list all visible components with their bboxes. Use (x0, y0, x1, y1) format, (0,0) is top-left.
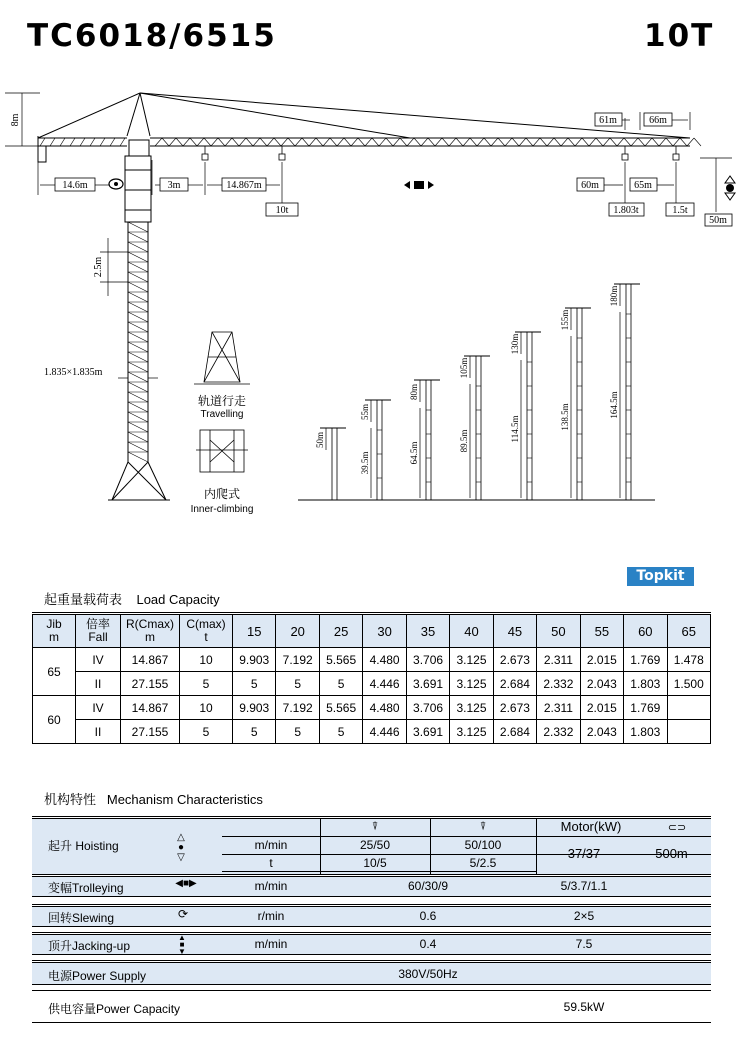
slewing-icon (109, 179, 123, 189)
r-cmax-cell: 27.155 (121, 720, 180, 744)
c-max-cell: 10 (180, 648, 233, 672)
load-value-cell (667, 696, 710, 720)
height-top-label: 80m (409, 383, 419, 401)
table-row (33, 648, 711, 672)
header-c-max: C(max) t (180, 615, 233, 648)
load-value-cell: 9.903 (233, 648, 276, 672)
dim-65m: 65m (634, 180, 652, 191)
header-radius: 55 (580, 615, 623, 648)
header-radius: 25 (319, 615, 362, 648)
trolley-icon: ◀■▶ (175, 878, 197, 889)
height-config (510, 332, 541, 500)
load-value-cell: 1.769 (624, 696, 667, 720)
power-supply-label: 电源Power Supply (48, 969, 147, 983)
load-value-cell: 1.803 (624, 720, 667, 744)
load-value-cell: 5 (319, 720, 362, 744)
jib-length: 60 (33, 696, 76, 744)
jib-length: 65 (33, 648, 76, 696)
load-value-cell: 2.332 (537, 720, 580, 744)
load-value-cell: 1.803 (624, 672, 667, 696)
height-under-label: 138.5m (560, 403, 570, 431)
header-r-cmax: R(Cmax) m (121, 615, 180, 648)
load-value-cell: 3.691 (406, 720, 449, 744)
load-value-cell: 5 (276, 672, 319, 696)
header-radius: 45 (493, 615, 536, 648)
header-radius: 65 (667, 615, 710, 648)
header-radius: 50 (537, 615, 580, 648)
model-title: TC6018/6515 (27, 18, 277, 54)
load-value-cell: 3.125 (450, 672, 493, 696)
hook-single-icon: ⍒ (371, 821, 379, 833)
header-radius: 20 (276, 615, 319, 648)
table-row (33, 720, 711, 744)
height-config (459, 356, 490, 500)
fall-cell: IV (76, 696, 121, 720)
header-radius: 30 (363, 615, 406, 648)
load-value-cell: 2.015 (580, 648, 623, 672)
height-under-label: 164.5m (609, 391, 619, 419)
load-value-cell: 5 (319, 672, 362, 696)
trolleying-label: 变幅Trolleying (48, 881, 124, 895)
load-value-cell: 3.125 (450, 720, 493, 744)
fall-cell: IV (76, 648, 121, 672)
slewing-rotate-icon: ⟳ (177, 907, 189, 921)
height-under-label: 64.5m (409, 441, 419, 465)
height-configurations (315, 284, 640, 500)
capacity-title: 10T (644, 18, 715, 54)
height-under-label: 39.5m (360, 451, 370, 475)
load-value-cell: 5.565 (319, 648, 362, 672)
c-max-cell: 5 (180, 720, 233, 744)
load-value-cell: 1.500 (667, 672, 710, 696)
jacking-icon: ▲ ■ ▼ (178, 933, 186, 956)
crane-diagram (0, 80, 740, 520)
header-jib: Jib m (33, 615, 76, 648)
load-value-cell: 3.125 (450, 648, 493, 672)
load-value-cell: 4.480 (363, 648, 406, 672)
dim-2-5m: 2.5m (93, 256, 104, 278)
inner-climbing-cn: 内爬式 (203, 487, 241, 501)
load-value-cell: 4.446 (363, 672, 406, 696)
load-value-cell: 3.125 (450, 696, 493, 720)
rope-drum-icon: ⊂⊃ (667, 822, 687, 834)
slewing-label: 回转Slewing (48, 911, 115, 925)
dim-mast-section: 1.835×1.835m (44, 367, 103, 378)
topkit-logo: Topkit (627, 567, 694, 586)
load-capacity-table (32, 614, 711, 744)
load-value-cell: 7.192 (276, 648, 319, 672)
c-max-cell: 10 (180, 696, 233, 720)
height-top-label: 155m (560, 309, 570, 331)
load-1-5t: 1.5t (672, 205, 688, 216)
header-fall: 倍率 Fall (76, 615, 121, 648)
height-top-label: 130m (510, 333, 520, 355)
load-value-cell: 4.480 (363, 696, 406, 720)
r-cmax-cell: 14.867 (121, 648, 180, 672)
table-row (33, 672, 711, 696)
hook-double-icon: ⍒ (479, 821, 487, 833)
height-top-label: 105m (459, 357, 469, 379)
load-value-cell: 3.691 (406, 672, 449, 696)
travelling-cn: 轨道行走 (197, 394, 247, 408)
dim-50m: 50m (709, 215, 727, 226)
dim-66m: 66m (649, 115, 667, 126)
load-value-cell: 2.673 (493, 696, 536, 720)
load-value-cell: 2.673 (493, 648, 536, 672)
height-under-label: 114.5m (510, 415, 520, 443)
height-config (315, 428, 346, 500)
dim-61m: 61m (599, 115, 617, 126)
dim-8m: 8m (10, 113, 21, 127)
r-cmax-cell: 27.155 (121, 672, 180, 696)
load-value-cell (667, 720, 710, 744)
load-value-cell: 3.706 (406, 696, 449, 720)
table-row (33, 696, 711, 720)
height-config (609, 284, 640, 500)
load-value-cell: 2.332 (537, 672, 580, 696)
fall-cell: II (76, 672, 121, 696)
load-value-cell: 4.446 (363, 720, 406, 744)
dim-14-6m: 14.6m (62, 180, 88, 191)
c-max-cell: 5 (180, 672, 233, 696)
jacking-label: 顶升Jacking-up (48, 939, 131, 953)
load-value-cell: 2.043 (580, 672, 623, 696)
trolley-arrows-icon (404, 181, 434, 189)
motor-header: Motor(kW) (560, 819, 622, 834)
hoist-arrows-icon (725, 176, 735, 200)
load-value-cell: 5 (233, 720, 276, 744)
power-capacity-label: 供电容量Power Capacity (48, 1002, 181, 1016)
height-top-label: 55m (360, 403, 370, 421)
load-value-cell: 5 (276, 720, 319, 744)
load-value-cell: 2.311 (537, 696, 580, 720)
dim-3m: 3m (167, 180, 181, 191)
load-value-cell: 5 (233, 672, 276, 696)
hoisting-label: 起升 Hoisting (48, 839, 119, 853)
load-10t: 10t (275, 205, 289, 216)
load-value-cell: 2.043 (580, 720, 623, 744)
inner-climbing-en: Inner-climbing (190, 504, 254, 515)
height-config (409, 380, 440, 500)
load-value-cell: 2.311 (537, 648, 580, 672)
r-cmax-cell: 14.867 (121, 696, 180, 720)
header-radius: 15 (233, 615, 276, 648)
load-value-cell: 1.769 (624, 648, 667, 672)
load-value-cell: 5.565 (319, 696, 362, 720)
height-top-label: 180m (609, 285, 619, 307)
load-value-cell: 2.684 (493, 672, 536, 696)
hoist-up-down-icon: △ ● ▽ (177, 832, 185, 863)
height-config (360, 400, 391, 500)
header-radius: 60 (624, 615, 667, 648)
height-config (560, 308, 591, 500)
load-value-cell: 7.192 (276, 696, 319, 720)
load-1-803t: 1.803t (613, 205, 639, 216)
mechanism-heading: 机构特性 Mechanism Characteristics (44, 792, 263, 807)
load-value-cell: 3.706 (406, 648, 449, 672)
load-value-cell: 9.903 (233, 696, 276, 720)
fall-cell: II (76, 720, 121, 744)
height-under-label: 89.5m (459, 429, 469, 453)
height-top-label: 50m (315, 431, 325, 449)
load-value-cell: 2.015 (580, 696, 623, 720)
header-radius: 35 (406, 615, 449, 648)
travelling-en: Travelling (200, 409, 244, 420)
load-value-cell: 1.478 (667, 648, 710, 672)
dim-14-867m: 14.867m (226, 180, 262, 191)
header-radius: 40 (450, 615, 493, 648)
dim-60m: 60m (581, 180, 599, 191)
load-capacity-heading: 起重量载荷表 Load Capacity (44, 592, 220, 607)
load-value-cell: 2.684 (493, 720, 536, 744)
